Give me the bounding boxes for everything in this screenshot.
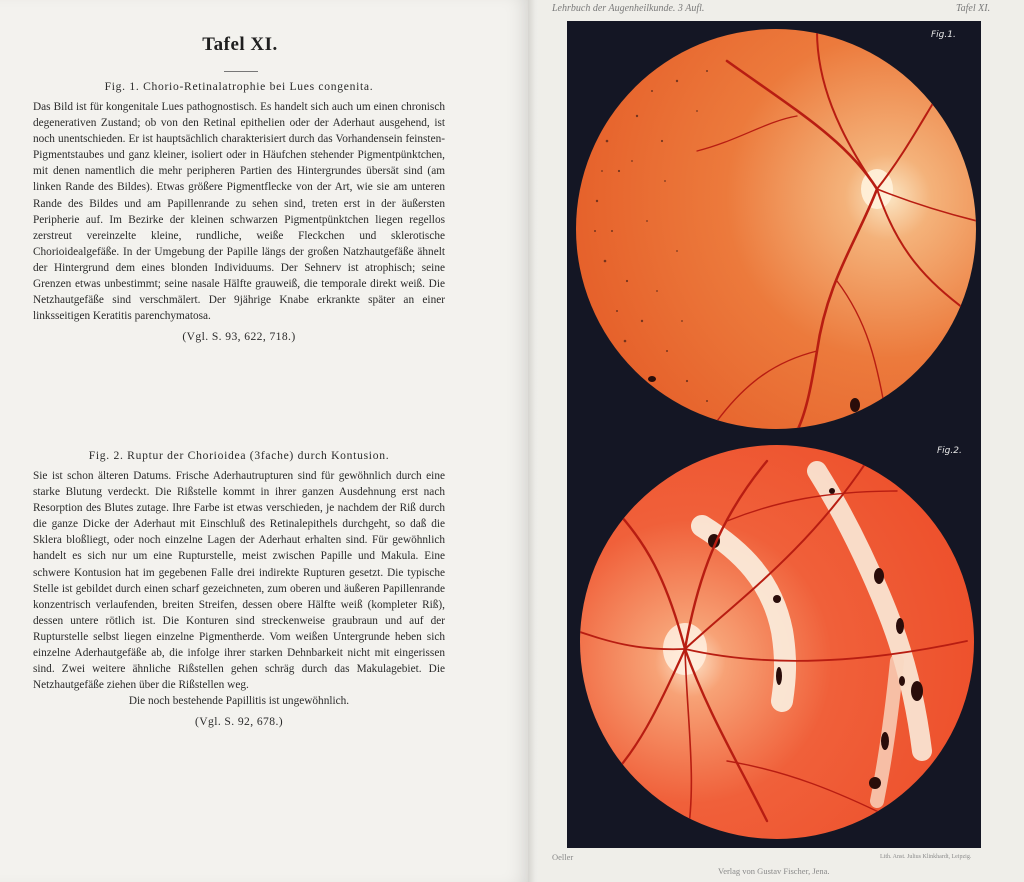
fig1-heading: Fig. 1. Chorio-Retinalatrophie bei Lues congenita. xyxy=(104,80,374,93)
fig1-fundus xyxy=(576,29,977,431)
fig2-label: Fig.2. xyxy=(937,446,962,456)
artist-signature: Oeller xyxy=(552,852,574,862)
fig2-text: Sie ist schon älteren Datums. Frische Aderhautrupturen sind für gewöhnlich durch eine starke Blutung verdeckt. Die Rißstelle kommt in ihrer ganzen Ausdehnung erst nach Resorption des Blutes zutage. Ihre Farbe ist etwas verschieden, je nachdem der Riß durch die ganze Dicke der Aderhaut mit Einschluß des Retinalepithels durchgeht, so daß die Sklera bloßliegt, oder noch einzelne Lagen der Aderhaut erhalten sind. Für gewöhnlich handelt es sich nur um eine Rupturstelle, meist zwischen Papille und Makula. Eine schwere Kontusion hat im gegebenen Falle drei indirekte Rupturen gesetzt. Die typische Stelle ist gebildet durch einen scharf gezeichneten, zum oberen und äußeren Papillenrande konzentrisch verlaufenden, breiten Streifen, dessen obere Hälfte weiß (kompleter Riß), dessen untere rötlich ist. Die Konturen sind streckenweise graubraun und auf der Rupturstelle selbst liegen einzelne Pigmentherde. Vom weißen Untergrunde heben sich einzelne Aderhautgefäße ab, die infolge ihrer starken Dehnbarkeit nicht mit eingerissen sind. Zwei weitere ähnliche Rißstellen gehen schräg durch das Makulagebiet. Die Netzhautgefäße ziehen über die Rißstellen weg. xyxy=(33,470,445,692)
fig1-text: Das Bild ist für kongenitale Lues pathognostisch. Es handelt sich auch um einen chronisch degenerativen Zustand; ob von den Retinal epithelien oder der Aderhaut ausgehend, ist noch unentschieden. Er ist hauptsächlich charakterisiert durch das Vorhandensein feinsten-Pigmentstaubes und ganz kleiner, isoliert oder in Häufchen stehender Pigmentpünktchen, mit denen namentlich die mehr peripheren Partien des Hintergrundes übersät sind (am linken Rande des Bildes). Etwas größere Pigmentflecke von der Art, wie sie am unteren Rande des Bildes und am Papillenrande zu sehen sind, treten erst in der äußersten Peripherie auf. Im Bezirke der kleinen schwarzen Pigmentpünktchen liegen regellos zerstreut vereinzelte kleine, rundliche, weiße Fleckchen und sklerotische Chorioidealgefäße. In der Umgebung der Papille längs der großen Natzhautgefäße ähnelt der Hintergrund dem eines blonden Individuums. Der Sehnerv ist atrophisch; seine Grenzen etwas unbestimmt; seine nasale Hälfte grauweiß, die temporale direkt weiß. Die Netzhautgefäße sind verschmälert. Der 9jährige Knabe erkrankte später an einer linksseitigen Keratitis parenchymatosa. xyxy=(33,101,445,323)
page-title: Tafel XI. xyxy=(202,34,278,55)
title-divider xyxy=(224,71,258,72)
fig1-label: Fig.1. xyxy=(931,30,956,40)
running-head-left: Lehrbuch der Augenheilkunde. 3 Aufl. xyxy=(552,3,705,14)
running-head-right: Tafel XI. xyxy=(956,3,991,14)
printer-credit: Lith. Anst. Julius Klinkhardt, Leipzig. xyxy=(880,854,972,860)
fig1-section xyxy=(33,80,445,343)
fundus-plate xyxy=(567,21,981,848)
fundus-illustrations xyxy=(567,21,981,848)
fig2-heading: Fig. 2. Ruptur der Chorioidea (3fache) durch Kontusion. xyxy=(88,449,390,462)
fig1-reference: (Vgl. S. 93, 622, 718.) xyxy=(182,330,296,344)
fig2-section xyxy=(33,449,445,728)
fig2-fundus xyxy=(577,445,974,839)
fig2-reference: (Vgl. S. 92, 678.) xyxy=(194,715,284,729)
fig2-last-line: Die noch bestehende Papillitis ist ungewöhnlich. xyxy=(128,695,350,708)
publisher-credit: Verlag von Gustav Fischer, Jena. xyxy=(718,866,830,876)
